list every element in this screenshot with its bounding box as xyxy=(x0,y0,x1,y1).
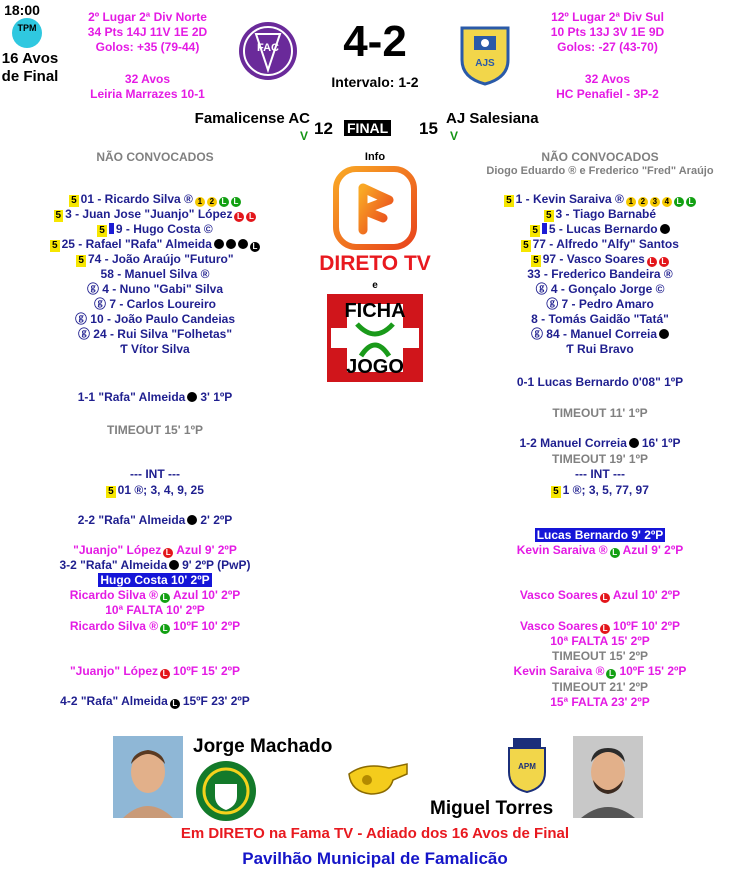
ball-icon: L xyxy=(250,242,260,252)
period-badge: 5 xyxy=(545,210,552,221)
event-row xyxy=(5,558,305,573)
event-row xyxy=(450,483,750,498)
event-row xyxy=(5,543,305,558)
player-name: ⓖ 24 - Rui Silva "Folhetas" xyxy=(77,327,233,341)
event-row xyxy=(450,543,750,558)
player-name: 3 - Juan Jose "Juanjo" López xyxy=(65,207,233,221)
red-card-icon: L xyxy=(163,548,173,558)
period-badge: 5 xyxy=(506,195,512,206)
fama-tv-icon xyxy=(333,166,417,250)
event-text: "Juanjo" López xyxy=(73,543,162,557)
footer-note: Em DIRETO na Fama TV - Adiado dos 16 Avos de Final xyxy=(180,825,570,842)
home-v-mark: V xyxy=(300,129,309,143)
round-title: 16 Avos de Final xyxy=(1,50,59,85)
ball-icon xyxy=(629,438,639,448)
home-standing: 2º Lugar 2ª Div Norte xyxy=(88,10,207,24)
period-badge: 5 xyxy=(523,240,529,251)
player-row[interactable] xyxy=(450,267,750,282)
home-info xyxy=(60,10,235,102)
event-text: Kevin Saraiva ® xyxy=(516,543,608,557)
red-card-icon: L xyxy=(600,593,610,603)
player-name: 01 - Ricardo Silva ® xyxy=(80,192,193,206)
away-goals: Golos: -27 (43-70) xyxy=(557,40,658,54)
away-v-mark: V xyxy=(450,129,459,143)
player-name: ⓖ 7 - Pedro Amaro xyxy=(546,297,654,311)
event-text: 01 ®; 3, 4, 9, 25 xyxy=(117,483,204,497)
event-text: 3-2 "Rafa" Almeida xyxy=(59,558,168,572)
jogo-label: JOGO xyxy=(346,356,404,378)
player-row[interactable] xyxy=(450,237,750,252)
event-row xyxy=(450,649,750,664)
home-stats: 34 Pts 14J 11V 1E 2D xyxy=(87,25,208,39)
player-name: ⓖ 4 - Gonçalo Jorge © xyxy=(535,282,665,296)
referee-1-name: Jorge Machado xyxy=(193,736,333,757)
player-row[interactable] xyxy=(5,327,305,342)
event-row xyxy=(5,423,305,438)
event-row xyxy=(450,588,750,603)
green-card-icon: L xyxy=(610,548,620,558)
event-text: Lucas Bernardo 9' 2ºP xyxy=(536,528,664,542)
footer-venue: Pavilhão Municipal de Famalicão xyxy=(242,849,508,868)
event-text: 15ª FALTA 23' 2ºP xyxy=(550,695,650,709)
event-row xyxy=(5,467,305,482)
period-badge: 5 xyxy=(99,225,105,236)
away-crest xyxy=(458,24,512,86)
and-label: e xyxy=(372,280,378,291)
green-card-icon: L xyxy=(606,669,616,679)
yellow-card-icon: 1 xyxy=(195,197,205,207)
away-not-called-names: Diogo Eduardo ® e Frederico "Fred" Araújo xyxy=(486,165,714,177)
period-badge: 5 xyxy=(532,225,538,236)
referee-2-avatar-icon xyxy=(573,736,643,818)
event-text: Vasco Soares xyxy=(519,588,598,602)
event-text: --- INT --- xyxy=(130,467,180,481)
event-row xyxy=(450,436,750,451)
yellow-card-icon: 1 xyxy=(626,197,636,207)
referee-2-photo xyxy=(573,736,643,818)
player-row[interactable] xyxy=(450,342,750,357)
event-row xyxy=(5,664,305,679)
period-badge: 5 xyxy=(55,210,62,221)
event-detail: Azul 10' 2ºP xyxy=(172,588,241,602)
final-label: FINAL xyxy=(344,120,391,136)
ball-icon xyxy=(659,329,669,339)
tpm-logo-text: TPM xyxy=(17,23,37,33)
ball-icon xyxy=(169,560,179,570)
green-card-icon: L xyxy=(231,197,241,207)
player-name: ⓖ 84 - Manuel Correia xyxy=(530,327,658,341)
fama-tv-logo[interactable] xyxy=(333,166,417,250)
ball-icon xyxy=(238,239,248,249)
player-row[interactable] xyxy=(450,297,750,312)
event-row xyxy=(450,467,750,482)
event-row xyxy=(5,588,305,603)
event-row xyxy=(5,603,305,618)
player-name: ⓖ 7 - Carlos Loureiro xyxy=(93,297,217,311)
event-text: 1-1 "Rafa" Almeida xyxy=(77,390,186,404)
away-prev-result: HC Penafiel - 3P-2 xyxy=(556,87,659,101)
player-row[interactable] xyxy=(450,222,750,237)
red-card-icon: L xyxy=(160,669,170,679)
away-not-called-title: NÃO CONVOCADOS xyxy=(541,150,659,164)
event-detail: 10ºF 10' 2ºP xyxy=(613,619,681,633)
away-crest-icon xyxy=(458,24,512,86)
player-row[interactable] xyxy=(450,252,750,267)
ball-icon: L xyxy=(170,699,180,709)
event-text: Ricardo Silva ® xyxy=(69,588,158,602)
player-name: 9 - Hugo Costa © xyxy=(115,222,213,236)
tpm-logo xyxy=(12,18,42,48)
event-text: TIMEOUT 15' 2ºP xyxy=(552,649,648,663)
event-detail: Azul 9' 2ºP xyxy=(622,543,684,557)
player-row[interactable] xyxy=(5,192,305,207)
player-name: 3 - Tiago Barnabé xyxy=(555,207,657,221)
event-detail: 10ºF 10' 2ºP xyxy=(173,619,241,633)
home-prev-round: 32 Avos xyxy=(124,72,171,86)
event-detail: 16' 1ºP xyxy=(641,436,681,450)
event-detail: 15ºF 23' 2ºP xyxy=(182,694,250,708)
direto-tv-label[interactable]: DIRETO TV xyxy=(319,252,431,275)
event-text: TIMEOUT 21' 2ºP xyxy=(552,680,648,694)
event-row xyxy=(450,452,750,467)
away-lineup xyxy=(450,192,750,357)
home-fouls: 12 xyxy=(314,119,333,138)
ficha-label: FICHA xyxy=(344,300,406,322)
event-text: TIMEOUT 15' 1ºP xyxy=(107,423,203,437)
event-text: 0-1 Lucas Bernardo 0'08" 1ºP xyxy=(516,375,684,389)
whistle xyxy=(345,758,411,798)
event-detail: Azul 10' 2ºP xyxy=(612,588,681,602)
home-goals: Golos: +35 (79-44) xyxy=(95,40,200,54)
player-name: 25 - Rafael "Rafa" Almeida xyxy=(61,237,212,251)
event-detail: Azul 9' 2ºP xyxy=(176,543,237,557)
player-name: Ƭ Rui Bravo xyxy=(566,342,634,356)
yellow-card-icon: 3 xyxy=(650,197,660,207)
away-info xyxy=(520,10,695,102)
goalkeeper-bar-icon xyxy=(109,223,114,234)
player-row[interactable] xyxy=(450,207,750,222)
yellow-card-icon: 4 xyxy=(662,197,672,207)
event-row xyxy=(450,375,750,390)
referee-2-name: Miguel Torres xyxy=(430,798,554,819)
player-name: ⓖ 4 - Nuno "Gabi" Silva xyxy=(86,282,224,296)
away-fouls: 15 xyxy=(419,119,438,138)
player-row[interactable] xyxy=(5,237,305,252)
home-crest xyxy=(238,20,298,82)
event-text: Kevin Saraiva ® xyxy=(513,664,605,678)
player-name: 77 - Alfredo "Alfy" Santos xyxy=(532,237,679,251)
red-card-icon: L xyxy=(246,212,256,222)
event-row xyxy=(5,619,305,634)
ball-icon xyxy=(214,239,224,249)
event-text: --- INT --- xyxy=(575,467,625,481)
home-team-name: Famalicense AC xyxy=(194,110,310,127)
event-detail: 3' 1ºP xyxy=(200,390,233,404)
yellow-card-icon: 2 xyxy=(638,197,648,207)
player-name: 8 - Tomás Gaidão "Tatá" xyxy=(531,312,669,326)
red-card-icon: L xyxy=(659,257,669,267)
player-row[interactable] xyxy=(5,252,305,267)
event-row xyxy=(5,573,305,588)
player-row[interactable] xyxy=(450,282,750,297)
event-text: 1-2 Manuel Correia xyxy=(519,436,627,450)
home-prev-result: Leiria Marrazes 10-1 xyxy=(90,87,205,101)
event-row xyxy=(5,483,305,498)
event-row xyxy=(5,694,305,709)
info-label: Info xyxy=(364,151,386,163)
event-detail: 10ºF 15' 2ºP xyxy=(173,664,241,678)
away-standing: 12º Lugar 2ª Div Sul xyxy=(551,10,664,24)
event-detail: 9' 2ºP (PwP) xyxy=(182,558,251,572)
period-badge: 5 xyxy=(553,486,559,497)
player-name: 33 - Frederico Bandeira ® xyxy=(527,267,673,281)
red-card-icon: L xyxy=(647,257,657,267)
event-text: 4-2 "Rafa" Almeida xyxy=(60,694,168,708)
match-time: 18:00 xyxy=(4,2,40,18)
halftime-score: Intervalo: 1-2 xyxy=(331,74,419,90)
player-name: Ƭ Vítor Silva xyxy=(120,342,190,356)
event-row xyxy=(450,634,750,649)
event-text: Vasco Soares xyxy=(519,619,599,633)
ficha-jogo-logo[interactable] xyxy=(327,294,423,382)
event-detail: 10ºF 15' 2ºP xyxy=(619,664,687,678)
player-name: ⓖ 10 - João Paulo Candeias xyxy=(74,312,236,326)
home-crest-letters: FAC xyxy=(257,42,279,54)
association-left-icon xyxy=(195,760,257,822)
period-badge: 5 xyxy=(533,255,539,266)
player-name: 74 - João Araújo "Futuro" xyxy=(87,252,234,266)
away-team-name: AJ Salesiana xyxy=(446,110,539,127)
player-name: 97 - Vasco Soares xyxy=(542,252,645,266)
goalkeeper-bar-icon xyxy=(542,223,547,234)
player-row[interactable] xyxy=(5,342,305,357)
event-row xyxy=(450,664,750,679)
event-row xyxy=(450,695,750,710)
event-row xyxy=(450,528,750,543)
home-lineup xyxy=(5,192,305,357)
referee-1-photo xyxy=(113,736,183,818)
event-text: 1 ®; 3, 5, 77, 97 xyxy=(562,483,649,497)
player-name: 5 - Lucas Bernardo xyxy=(548,222,658,236)
green-card-icon: L xyxy=(219,197,229,207)
player-row[interactable] xyxy=(5,222,305,237)
event-text: 10ª FALTA 10' 2ºP xyxy=(105,603,205,617)
red-card-icon: L xyxy=(234,212,244,222)
yellow-card-icon: 2 xyxy=(207,197,217,207)
ball-icon xyxy=(187,392,197,402)
referee-2-association-badge xyxy=(505,736,549,794)
away-stats: 10 Pts 13J 3V 1E 9D xyxy=(550,25,665,39)
ball-icon xyxy=(660,224,670,234)
event-row xyxy=(5,513,305,528)
event-text: TIMEOUT 19' 1ºP xyxy=(552,452,648,466)
event-text: TIMEOUT 11' 1ºP xyxy=(552,406,648,420)
period-badge: 5 xyxy=(78,255,84,266)
green-card-icon: L xyxy=(686,197,696,207)
player-name: 58 - Manuel Silva ® xyxy=(100,267,210,281)
final-badge xyxy=(344,120,391,136)
assoc-right-letters: APM xyxy=(518,762,536,771)
event-row xyxy=(450,619,750,634)
player-row[interactable] xyxy=(5,282,305,297)
green-card-icon: L xyxy=(160,624,170,634)
event-text: 10ª FALTA 15' 2ºP xyxy=(550,634,650,648)
event-row xyxy=(5,390,305,405)
event-text: Ricardo Silva ® xyxy=(69,619,159,633)
event-row xyxy=(450,680,750,695)
event-text: "Juanjo" López xyxy=(69,664,159,678)
event-text: 2-2 "Rafa" Almeida xyxy=(77,513,186,527)
green-card-icon: L xyxy=(674,197,684,207)
player-row[interactable] xyxy=(450,192,750,207)
ball-icon xyxy=(226,239,236,249)
red-card-icon: L xyxy=(600,624,610,634)
event-text: Hugo Costa 10' 2ºP xyxy=(100,573,210,587)
player-row[interactable] xyxy=(5,297,305,312)
player-name: 1 - Kevin Saraiva ® xyxy=(515,192,624,206)
ball-icon xyxy=(187,515,197,525)
referee-1-avatar-icon xyxy=(113,736,183,818)
player-row[interactable] xyxy=(450,327,750,342)
player-row[interactable] xyxy=(450,312,750,327)
player-row[interactable] xyxy=(5,207,305,222)
main-score: 4-2 xyxy=(343,17,407,66)
home-not-called-title: NÃO CONVOCADOS xyxy=(96,150,214,164)
period-badge: 5 xyxy=(108,486,114,497)
whistle-icon xyxy=(345,758,411,798)
period-badge: 5 xyxy=(71,195,77,206)
player-row[interactable] xyxy=(5,267,305,282)
period-badge: 5 xyxy=(52,240,58,251)
event-detail: 2' 2ºP xyxy=(200,513,233,527)
green-card-icon: L xyxy=(160,593,170,603)
referee-1-association-badge xyxy=(195,760,257,822)
event-row xyxy=(450,406,750,421)
away-prev-round: 32 Avos xyxy=(584,72,631,86)
away-crest-letters: AJS xyxy=(475,58,495,69)
player-row[interactable] xyxy=(5,312,305,327)
